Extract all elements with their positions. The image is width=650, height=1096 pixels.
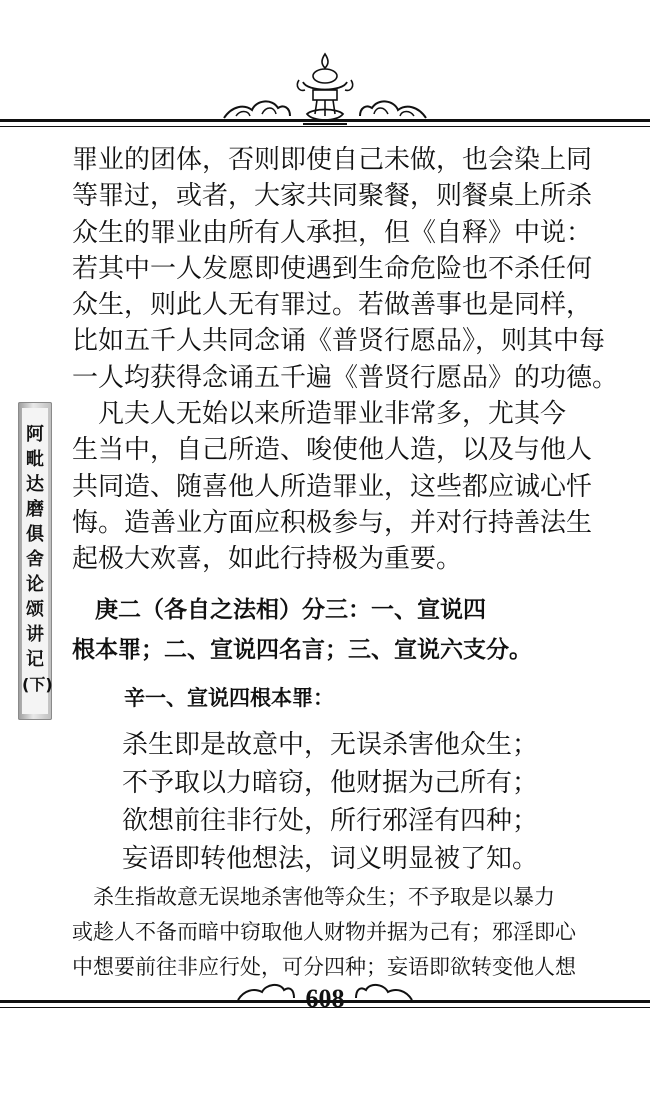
heading-line: 根本罪；二、宣说四名言；三、宣说六支分。 (72, 637, 532, 663)
side-char: 阿 (26, 424, 44, 445)
text-line: 起极大欢喜，如此行持极为重要。 (72, 544, 463, 575)
side-char: (下) (22, 675, 53, 694)
text-line: 等罪过，或者，大家共同聚餐，则餐桌上所杀 (72, 181, 593, 212)
heading-line: 辛一、宣说四根本罪： (124, 686, 334, 710)
commentary-paragraph (72, 880, 612, 985)
section-heading (72, 590, 602, 670)
text-line: 共同造、随喜他人所造罪业，这些都应诚心忏 (72, 471, 593, 502)
side-char: 记 (26, 649, 44, 670)
text-line: 中想要前往非应行处，可分四种；妄语即欲转变他人想 (72, 955, 576, 979)
book-title-side-tab (18, 402, 52, 720)
text-line: 比如五千人共同念诵《普贤行愿品》，则其中每 (72, 326, 606, 357)
side-char: 舍 (26, 549, 44, 570)
text-line: 众生的罪业由所有人承担，但《自释》中说： (72, 217, 593, 248)
book-title-vertical (22, 422, 53, 697)
verse-line: 杀生即是故意中，无误杀害他众生； (122, 730, 539, 760)
body-paragraph-2 (72, 396, 602, 577)
body-paragraph-1 (72, 142, 619, 396)
text-line: 众生，则此人无有罪过。若做善事也是同样， (72, 290, 593, 321)
side-char: 达 (26, 474, 44, 495)
text-line: 凡夫人无始以来所造罪业非常多，尤其今 (72, 399, 567, 429)
side-char: 俱 (26, 524, 44, 545)
page-header-ornament (0, 0, 650, 140)
dharma-emblem-icon (293, 52, 357, 128)
heading-line: 庚二（各自之法相）分三：一、宣说四 (72, 597, 486, 623)
side-char: 讲 (26, 624, 44, 645)
text-line: 罪业的团体，否则即使自己未做，也会染上同 (72, 145, 593, 175)
verse-line: 欲想前往非行处，所行邪淫有四种； (122, 806, 539, 836)
cloud-ornament-left-icon (222, 96, 292, 122)
text-line: 若其中一人发愿即使遇到生命危险也不杀任何 (72, 253, 593, 284)
text-line: 杀生指故意无误地杀害他等众生；不予取是以暴力 (72, 885, 555, 909)
verse-line: 妄语即转他想法，词义明显被了知。 (122, 844, 539, 874)
text-line: 或趁人不备而暗中窃取他人财物并据为己有；邪淫即心 (72, 920, 576, 944)
page-number: 608 (305, 984, 345, 1013)
side-char: 颂 (26, 599, 44, 620)
text-line: 生当中，自己所造、唆使他人造，以及与他人 (72, 435, 593, 466)
cloud-ornament-right-icon (358, 96, 428, 122)
side-char: 毗 (26, 449, 44, 470)
text-line: 悔。造善业方面应积极参与，并对行持善法生 (72, 507, 593, 538)
subsection-heading (124, 678, 650, 718)
side-char: 磨 (26, 499, 44, 520)
verse-block (122, 726, 582, 878)
side-char: 论 (26, 574, 44, 595)
verse-line: 不予取以力暗窃，他财据为己所有； (122, 768, 539, 798)
text-line: 一人均获得念诵五千遍《普贤行愿品》的功德。 (72, 362, 619, 393)
